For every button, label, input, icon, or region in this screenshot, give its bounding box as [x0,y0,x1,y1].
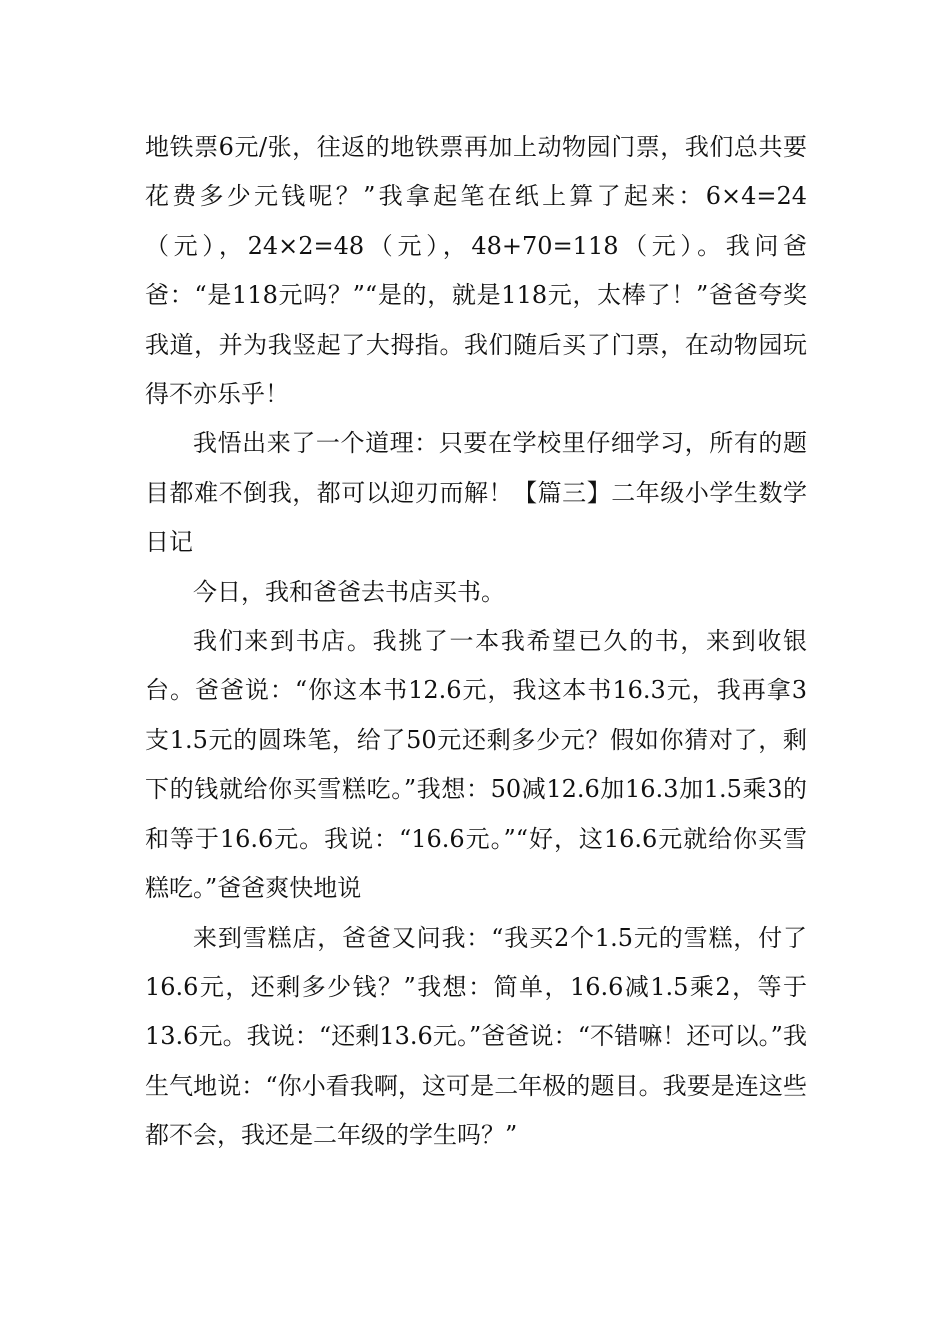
paragraph-bookstore-checkout: 我们来到书店。我挑了一本我希望已久的书，来到收银台。爸爸说：“你这本书12.6元，我这本书16.3元，我再拿3支1.5元的圆珠笔，给了50元还剩多少元？假如你猜对了，剩下的钱就给你买雪糕吃。”我想：50减12.6加16.3加1.5乘3的和等于16.6元。我说：“16.6元。”“好，这16.6元就给你买雪糕吃。”爸爸爽快地说 [145,627,807,903]
paragraph-subway-ticket: 地铁票6元/张，往返的地铁票再加上动物园门票，我们总共要花费多少元钱呢？”我拿起笔在纸上算了起来：6×4=24（元），24×2=48（元），48+70=118（元）。我问爸爸：“是118元吗？”“是的，就是118元，太棒了！”爸爸夸奖我道，并为我竖起了大拇指。我们随后买了门票，在动物园玩得不亦乐乎！ [145,133,807,409]
paragraph-ice-cream-shop: 来到雪糕店，爸爸又问我：“我买2个1.5元的雪糕，付了16.6元，还剩多少钱？”我想：简单，16.6减1.5乘2，等于13.6元。我说：“还剩13.6元。”爸爸说：“不错嘛！还可以。”我生气地说：“你小看我啊，这可是二年极的题目。我要是连这些都不会，我还是二年级的学生吗？” [145,923,807,1150]
document-body [145,123,807,1161]
paragraph-lesson-learned: 我悟出来了一个道理：只要在学校里仔细学习，所有的题目都难不倒我，都可以迎刃而解！【篇三】二年级小学生数学日记 [145,429,807,557]
paragraph-bookstore-intro: 今日，我和爸爸去书店买书。 [193,577,505,606]
